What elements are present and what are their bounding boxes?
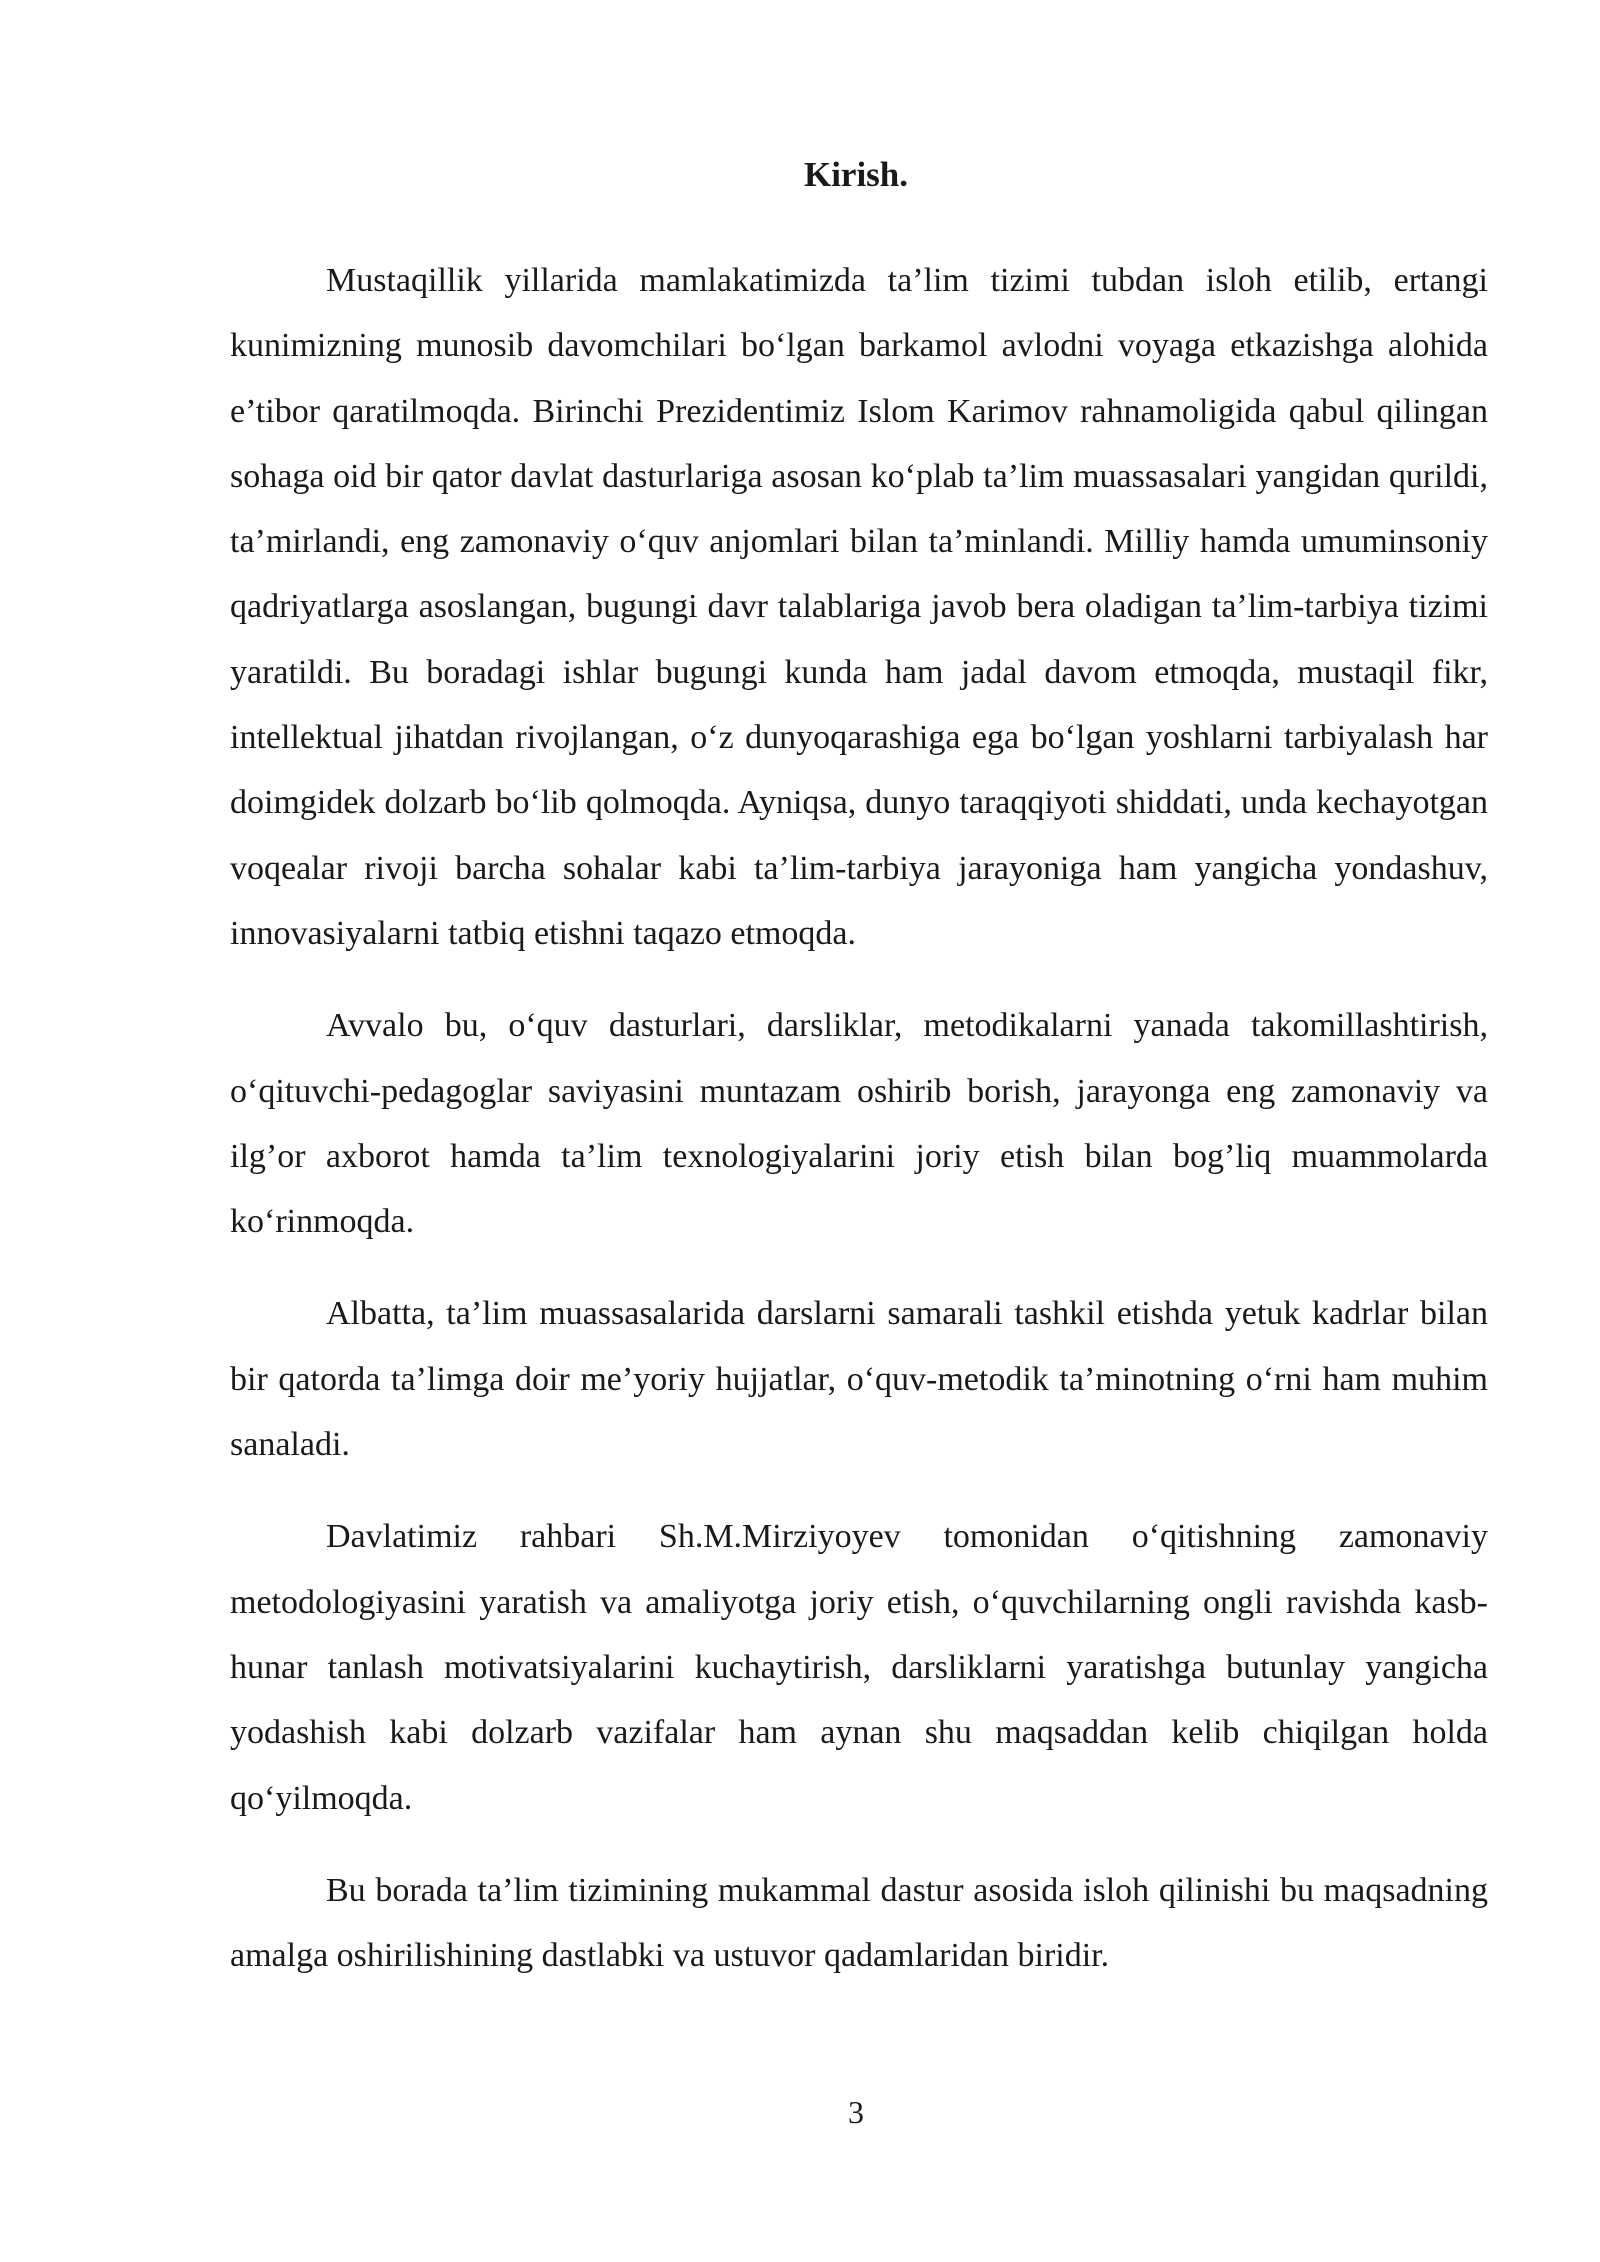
- body-text: [230, 248, 1488, 1988]
- paragraph-1: Mustaqillik yillarida mamlakatimizda ta’lim tizimi tubdan isloh etilib, ertangi kunimizning munosib davomchilari bo‘lgan barkamol avlodni voyaga etkazishga alohida e’tibor qaratilmoqda. Birinchi Prezidentimiz Islom Karimov rahnamoligida qabul qilingan sohaga oid bir qator davlat dasturlariga asosan ko‘plab ta’lim muassasalari yangidan qurildi, ta’mirlandi, eng zamonaviy o‘quv anjomlari bilan ta’minlandi. Milliy hamda umuminsoniy qadriyatlarga asoslangan, bugungi davr talablariga javob bera oladigan ta’lim-tarbiya tizimi yaratildi. Bu boradagi ishlar bugungi kunda ham jadal davom etmoqda, mustaqil fikr, intellektual jihatdan rivojlangan, o‘z dunyoqarashiga ega bo‘lgan yoshlarni tarbiyalash har doimgidek dolzarb bo‘lib qolmoqda. Ayniqsa, dunyo taraqqiyoti shiddati, unda kechayotgan voqealar rivoji barcha sohalar kabi ta’lim-tarbiya jarayoniga ham yangicha yondashuv, innovasiyalarni tatbiq etishni taqazo etmoqda.: [230, 262, 1488, 952]
- paragraph-5: Bu borada ta’lim tizimining mukammal dastur asosida isloh qilinishi bu maqsadning amalga oshirilishining dastlabki va ustuvor qadamlaridan biridir.: [230, 1871, 1488, 1975]
- paragraph-4: Davlatimiz rahbari Sh.M.Mirziyoyev tomonidan o‘qitishning zamonaviy metodologiyasini yaratish va amaliyotga joriy etish, o‘quvchilarning ongli ravishda kasb-hunar tanlash motivatsiyalarini kuchaytirish, darsliklarni yaratishga butunlay yangicha yodashish kabi dolzarb vazifalar ham aynan shu maqsaddan kelib chiqilgan holda qo‘yilmoqda.: [230, 1518, 1488, 1817]
- paragraph-2: Avvalo bu, o‘quv dasturlari, darsliklar, metodikalarni yanada takomillashtirish, o‘qituvchi-pedagoglar saviyasini muntazam oshirib borish, jarayonga eng zamonaviy va ilg’or axborot hamda ta’lim texnologiyalarini joriy etish bilan bog’liq muammolarda ko‘rinmoqda.: [230, 1007, 1488, 1241]
- paragraph-3: Albatta, ta’lim muassasalarida darslarni samarali tashkil etishda yetuk kadrlar bilan bir qatorda ta’limga doir me’yoriy hujjatlar, o‘quv-metodik ta’minotning o‘rni ham muhim sanaladi.: [230, 1295, 1488, 1464]
- page-title: Kirish.: [803, 155, 909, 194]
- page-number: 3: [848, 2094, 864, 2130]
